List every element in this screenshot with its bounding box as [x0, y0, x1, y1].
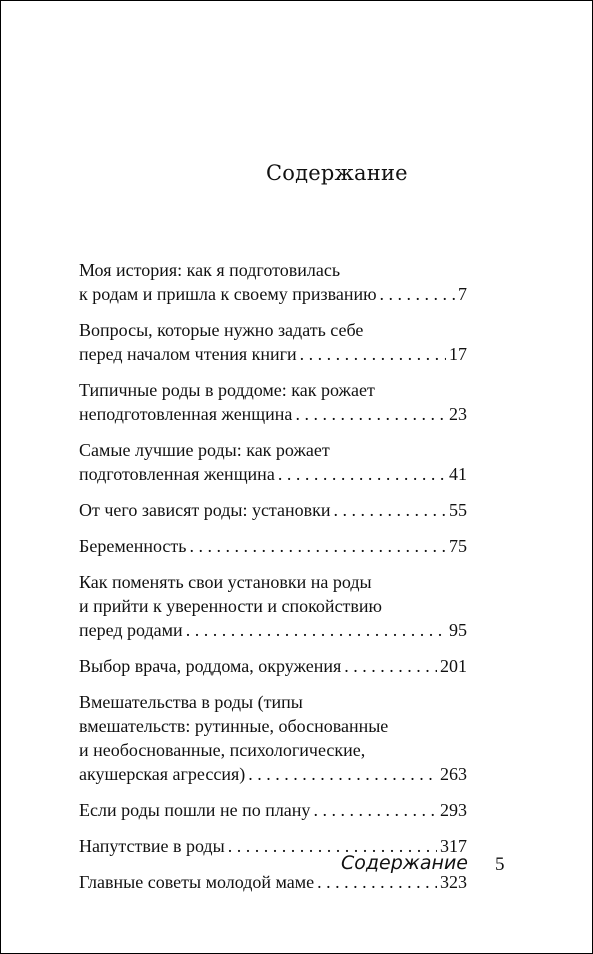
- dot-leader: [186, 618, 446, 642]
- toc-entry-text: Беременность: [79, 536, 187, 556]
- toc-entry-last-line: [79, 342, 467, 366]
- toc-entry-last-line: [79, 798, 467, 822]
- toc-entry-text: Главные советы молодой маме: [79, 872, 315, 892]
- toc-entry-line: Типичные роды в роддоме: как рожает: [79, 380, 375, 400]
- dot-leader: [295, 402, 446, 426]
- contents-heading: Содержание: [266, 161, 408, 185]
- dot-leader: [313, 798, 437, 822]
- running-footer-title: Содержание: [341, 852, 468, 874]
- toc-entry: [79, 654, 467, 678]
- toc-entry: [79, 690, 467, 786]
- toc-page-number: 293: [440, 800, 467, 820]
- toc-entry-last-line: [79, 618, 467, 642]
- toc-entry-text: перед родами: [79, 620, 183, 640]
- toc-entry-text: к родам и пришла к своему призванию: [79, 284, 377, 304]
- toc-entry-text: акушерская агрессия): [79, 764, 246, 784]
- toc-entry-line: Вопросы, которые нужно задать себе: [79, 320, 364, 340]
- toc-entry-line: и необоснованные, психологические,: [79, 740, 366, 760]
- toc-page-number: 317: [440, 836, 467, 856]
- toc-entry: [79, 378, 467, 426]
- toc-page-number: 263: [440, 764, 467, 784]
- toc-entry: [79, 798, 467, 822]
- toc-entry-text: Если роды пошли не по плану: [79, 800, 311, 820]
- toc-entry-line: и прийти к уверенности и спокойствию: [79, 596, 383, 616]
- toc-entry: [79, 534, 467, 558]
- toc-entry-text: От чего зависят роды: установки: [79, 500, 331, 520]
- toc-entry-last-line: [79, 462, 467, 486]
- dot-leader: [248, 762, 437, 786]
- dot-leader: [380, 282, 455, 306]
- table-of-contents: [79, 258, 467, 906]
- toc-page-number: 17: [449, 344, 467, 364]
- toc-entry-last-line: [79, 534, 467, 558]
- dot-leader: [300, 342, 446, 366]
- toc-entry-text: подготовленная женщина: [79, 464, 275, 484]
- dot-leader: [344, 654, 437, 678]
- page-number: 5: [495, 854, 505, 875]
- toc-entry-line: Моя история: как я подготовилась: [79, 260, 341, 280]
- toc-entry-line: Как поменять свои установки на роды: [79, 572, 372, 592]
- toc-page-number: 95: [449, 620, 467, 640]
- toc-page-number: 23: [449, 404, 467, 424]
- toc-entry: [79, 438, 467, 486]
- toc-entry-last-line: [79, 282, 467, 306]
- toc-entry-last-line: [79, 498, 467, 522]
- toc-page-number: 201: [440, 656, 467, 676]
- toc-entry: [79, 258, 467, 306]
- toc-entry-line: Вмешательства в роды (типы: [79, 692, 303, 712]
- toc-page-number: 323: [440, 872, 467, 892]
- dot-leader: [278, 462, 446, 486]
- toc-entry: [79, 570, 467, 642]
- toc-entry-text: Выбор врача, роддома, окружения: [79, 656, 342, 676]
- dot-leader: [334, 498, 446, 522]
- toc-entry-line: Самые лучшие роды: как рожает: [79, 440, 330, 460]
- toc-page-number: 41: [449, 464, 467, 484]
- toc-page-number: 55: [449, 500, 467, 520]
- dot-leader: [189, 534, 446, 558]
- toc-entry-line: вмешательств: рутинные, обоснованные: [79, 716, 389, 736]
- toc-page-number: 7: [458, 284, 467, 304]
- toc-entry-text: неподготовленная женщина: [79, 404, 293, 424]
- toc-entry: [79, 498, 467, 522]
- toc-entry-text: перед началом чтения книги: [79, 344, 297, 364]
- toc-page-number: 75: [449, 536, 467, 556]
- toc-entry-last-line: [79, 654, 467, 678]
- toc-entry-text: Напутствие в роды: [79, 836, 225, 856]
- toc-entry-last-line: [79, 762, 467, 786]
- toc-entry-last-line: [79, 402, 467, 426]
- toc-entry: [79, 318, 467, 366]
